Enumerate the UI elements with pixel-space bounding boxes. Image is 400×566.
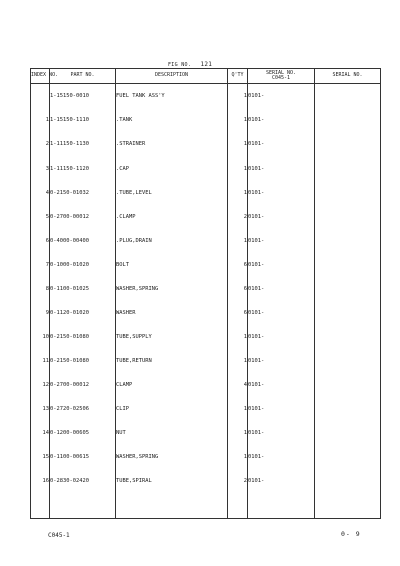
quantity-cell: 1 xyxy=(228,445,248,469)
quantity-cell: 1 xyxy=(228,181,248,205)
quantity-cell: 1 xyxy=(228,421,248,445)
part-number-cell: 1-11150-1130 xyxy=(50,132,116,156)
part-number-cell: 1-15150-0010 xyxy=(50,84,116,109)
part-number-cell: 0-1100-00615 xyxy=(50,445,116,469)
header-serial-1-sub: C045-1 xyxy=(271,75,291,81)
part-number-cell: 0-1120-01020 xyxy=(50,301,116,325)
table-row xyxy=(31,301,381,325)
serial-cell: 0101- xyxy=(248,84,315,109)
quantity-cell: 1 xyxy=(228,325,248,349)
table-row xyxy=(31,349,381,373)
description-cell: BOLT xyxy=(116,253,228,277)
table-row xyxy=(31,325,381,349)
serial-2-cell xyxy=(315,84,381,109)
index-cell: 16 xyxy=(31,469,50,493)
table-empty-space xyxy=(31,493,381,518)
index-cell: 5 xyxy=(31,205,50,229)
index-cell: 10 xyxy=(31,325,50,349)
serial-2-cell xyxy=(315,157,381,181)
serial-2-cell xyxy=(315,132,381,156)
serial-2-cell xyxy=(315,421,381,445)
index-cell: 3 xyxy=(31,157,50,181)
quantity-cell: 6 xyxy=(228,301,248,325)
serial-2-cell xyxy=(315,277,381,301)
serial-cell: 0101- xyxy=(248,349,315,373)
figure-number xyxy=(168,61,212,68)
serial-2-cell xyxy=(315,253,381,277)
description-cell: TUBE,SPIRAL xyxy=(116,469,228,493)
description-cell: .PLUG,DRAIN xyxy=(116,229,228,253)
index-cell: 15 xyxy=(31,445,50,469)
parts-table xyxy=(30,68,381,519)
table-row xyxy=(31,108,381,132)
serial-cell: 0101- xyxy=(248,157,315,181)
description-cell: .CAP xyxy=(116,157,228,181)
index-cell: 2 xyxy=(31,132,50,156)
index-cell: 11 xyxy=(31,349,50,373)
serial-cell: 0101- xyxy=(248,253,315,277)
index-cell: 14 xyxy=(31,421,50,445)
serial-cell: 0101- xyxy=(248,421,315,445)
index-cell: 12 xyxy=(31,373,50,397)
table-row xyxy=(31,157,381,181)
table-row xyxy=(31,277,381,301)
header-serial-1 xyxy=(248,69,315,84)
empty-cell xyxy=(248,493,315,518)
table-header-row xyxy=(31,69,381,84)
serial-cell: 0101- xyxy=(248,301,315,325)
index-cell: 13 xyxy=(31,397,50,421)
header-part-no: PART NO. xyxy=(50,69,116,84)
part-number-cell: 0-2150-01032 xyxy=(50,181,116,205)
description-cell: CLIP xyxy=(116,397,228,421)
table-row xyxy=(31,205,381,229)
description-cell: NUT xyxy=(116,421,228,445)
part-number-cell: 0-1100-01025 xyxy=(50,277,116,301)
quantity-cell: 1 xyxy=(228,397,248,421)
part-number-cell: 0-2720-02506 xyxy=(50,397,116,421)
header-serial-1-label: SERIAL NO. xyxy=(265,69,297,76)
header-qty: Q'TY xyxy=(228,69,248,84)
quantity-cell: 2 xyxy=(228,205,248,229)
serial-2-cell xyxy=(315,373,381,397)
description-cell: .TANK xyxy=(116,108,228,132)
serial-2-cell xyxy=(315,325,381,349)
serial-2-cell xyxy=(315,445,381,469)
table-row xyxy=(31,445,381,469)
table-row xyxy=(31,84,381,109)
part-number-cell: 0-2700-00012 xyxy=(50,373,116,397)
header-description: DESCRIPTION xyxy=(116,69,228,84)
serial-2-cell xyxy=(315,469,381,493)
quantity-cell: 6 xyxy=(228,253,248,277)
table-row xyxy=(31,132,381,156)
index-cell: 6 xyxy=(31,229,50,253)
table-row xyxy=(31,421,381,445)
serial-2-cell xyxy=(315,349,381,373)
part-number-cell: 0-2830-02420 xyxy=(50,469,116,493)
serial-2-cell xyxy=(315,397,381,421)
empty-cell xyxy=(50,493,116,518)
description-cell: FUEL TANK ASS'Y xyxy=(116,84,228,109)
quantity-cell: 1 xyxy=(228,132,248,156)
serial-cell: 0101- xyxy=(248,108,315,132)
part-number-cell: 1-11150-1120 xyxy=(50,157,116,181)
index-cell: 7 xyxy=(31,253,50,277)
part-number-cell: 0-2150-01080 xyxy=(50,325,116,349)
description-cell: WASHER,SPRING xyxy=(116,277,228,301)
description-cell: TUBE,SUPPLY xyxy=(116,325,228,349)
serial-cell: 0101- xyxy=(248,397,315,421)
serial-2-cell xyxy=(315,108,381,132)
empty-cell xyxy=(228,493,248,518)
description-cell: .STRAINER xyxy=(116,132,228,156)
part-number-cell: 0-4000-00400 xyxy=(50,229,116,253)
table-row xyxy=(31,229,381,253)
description-cell: CLAMP xyxy=(116,373,228,397)
quantity-cell: 2 xyxy=(228,469,248,493)
quantity-cell: 6 xyxy=(228,277,248,301)
index-cell xyxy=(31,84,50,109)
empty-cell xyxy=(116,493,228,518)
index-cell: 9 xyxy=(31,301,50,325)
table-row xyxy=(31,397,381,421)
header-serial-2: SERIAL NO. xyxy=(315,69,381,84)
serial-cell: 0101- xyxy=(248,469,315,493)
header-index: INDEX NO. xyxy=(31,69,50,84)
serial-cell: 0101- xyxy=(248,132,315,156)
table-row xyxy=(31,469,381,493)
description-cell: .TUBE,LEVEL xyxy=(116,181,228,205)
description-cell: .CLAMP xyxy=(116,205,228,229)
serial-cell: 0101- xyxy=(248,325,315,349)
part-number-cell: 0-1000-01020 xyxy=(50,253,116,277)
serial-2-cell xyxy=(315,229,381,253)
quantity-cell: 1 xyxy=(228,229,248,253)
description-cell: WASHER xyxy=(116,301,228,325)
figure-number-label: FIG NO. xyxy=(168,62,192,68)
part-number-cell: 0-1200-00605 xyxy=(50,421,116,445)
part-number-cell: 1-15150-1110 xyxy=(50,108,116,132)
serial-cell: 0101- xyxy=(248,181,315,205)
empty-cell xyxy=(31,493,50,518)
footer-model-code: C045-1 xyxy=(48,532,70,539)
figure-number-value: 121 xyxy=(200,61,213,68)
serial-cell: 0101- xyxy=(248,277,315,301)
serial-2-cell xyxy=(315,181,381,205)
table-row xyxy=(31,253,381,277)
description-cell: TUBE,RETURN xyxy=(116,349,228,373)
quantity-cell: 4 xyxy=(228,373,248,397)
index-cell: 4 xyxy=(31,181,50,205)
serial-cell: 0101- xyxy=(248,205,315,229)
serial-cell: 0101- xyxy=(248,373,315,397)
serial-cell: 0101- xyxy=(248,445,315,469)
empty-cell xyxy=(315,493,381,518)
description-cell: WASHER,SPRING xyxy=(116,445,228,469)
serial-cell: 0101- xyxy=(248,229,315,253)
index-cell: 8 xyxy=(31,277,50,301)
table-row xyxy=(31,181,381,205)
quantity-cell: 1 xyxy=(228,349,248,373)
part-number-cell: 0-2700-00012 xyxy=(50,205,116,229)
index-cell: 1 xyxy=(31,108,50,132)
quantity-cell: 1 xyxy=(228,108,248,132)
footer-page-number: 0- 9 xyxy=(341,530,361,538)
quantity-cell: 1 xyxy=(228,84,248,109)
serial-2-cell xyxy=(315,205,381,229)
table-row xyxy=(31,373,381,397)
part-number-cell: 0-2150-01080 xyxy=(50,349,116,373)
quantity-cell: 1 xyxy=(228,157,248,181)
serial-2-cell xyxy=(315,301,381,325)
